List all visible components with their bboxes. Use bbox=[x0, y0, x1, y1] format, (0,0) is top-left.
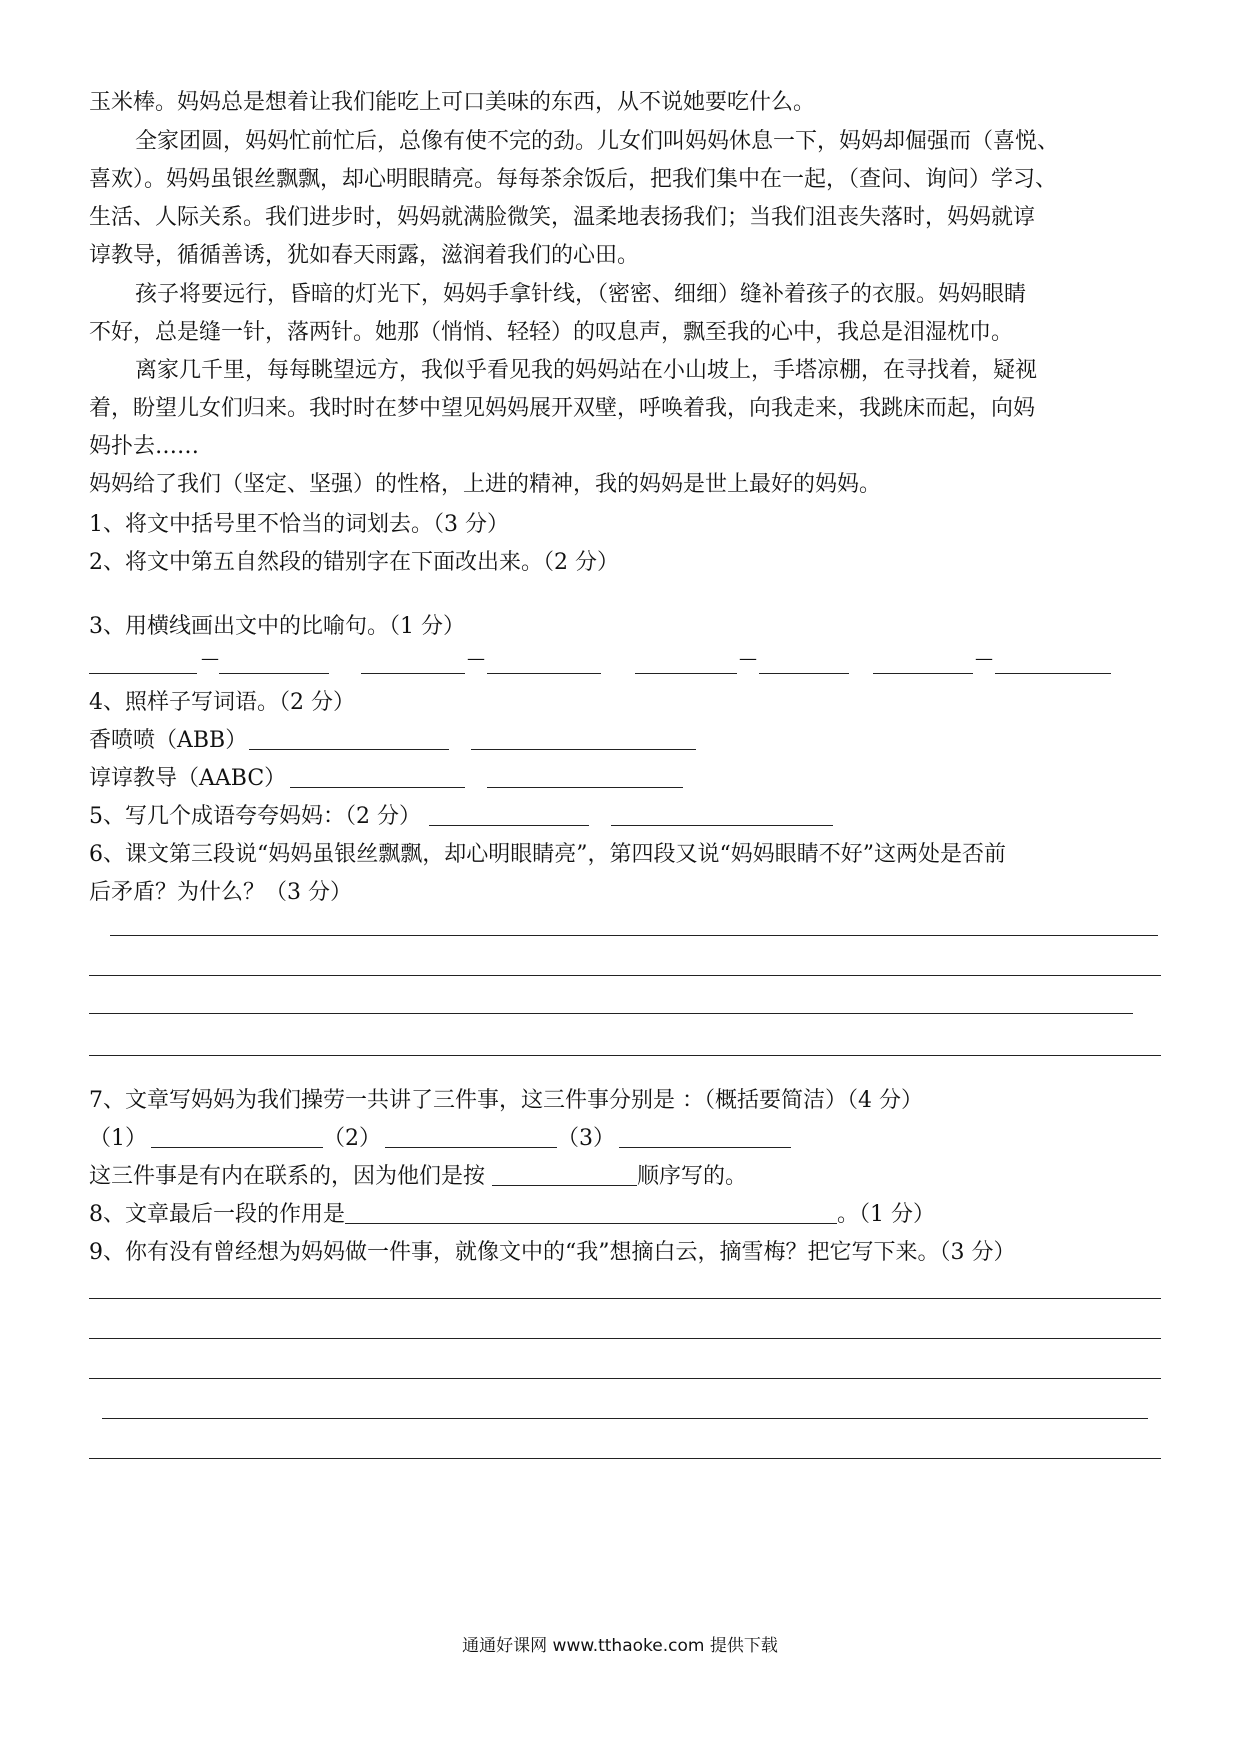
q5-answer-blank[interactable] bbox=[429, 803, 589, 826]
q9-answer-line[interactable] bbox=[89, 1458, 1161, 1459]
question-2: 2、将文中第五自然段的错别字在下面改出来。（2 分） bbox=[89, 550, 619, 575]
q2-answer-pair[interactable] bbox=[873, 650, 1133, 674]
passage-line: 不好，总是缝一针，落两针。她那（悄悄、轻轻）的叹息声，飘至我的心中，我总是泪湿枕巾。 bbox=[89, 320, 1014, 345]
q7-item-3-label: （3） bbox=[557, 1126, 615, 1151]
passage-line: 喜欢）。妈妈虽银丝飘飘，却心明眼睛亮。每每茶余饭后，把我们集中在一起，（查问、询问）学习、 bbox=[89, 167, 1058, 192]
q6-answer-line[interactable] bbox=[110, 935, 1158, 936]
passage-line: 离家几千里，每每眺望远方，我似乎看见我的妈妈站在小山坡上，手塔凉棚，在寻找着，疑视 bbox=[135, 358, 1038, 383]
passage-line: 生活、人际关系。我们进步时，妈妈就满脸微笑，温柔地表扬我们；当我们沮丧失落时，妈妈就谆 bbox=[89, 205, 1036, 230]
passage-line: 孩子将要远行，昏暗的灯光下，妈妈手拿针线，（密密、细细）缝补着孩子的衣服。妈妈眼睛 bbox=[135, 282, 1027, 307]
question-4: 4、照样子写词语。（2 分） bbox=[89, 690, 355, 715]
q4-row-abb bbox=[89, 726, 1159, 756]
dash-symbol: — bbox=[975, 648, 993, 669]
q6-answer-line[interactable] bbox=[89, 1055, 1161, 1056]
q7-order-row bbox=[89, 1162, 1159, 1192]
question-8-score: 。（1 分） bbox=[837, 1202, 935, 1227]
q7-order-blank[interactable] bbox=[492, 1163, 637, 1186]
q2-answer-pair[interactable] bbox=[89, 650, 339, 674]
q7-order-text: 这三件事是有内在联系的，因为他们是按 bbox=[89, 1164, 492, 1189]
q4-example-aabc: 谆谆教导（AABC） bbox=[89, 766, 287, 791]
q9-answer-line[interactable] bbox=[102, 1418, 1148, 1419]
q2-answer-row bbox=[89, 650, 1169, 674]
q7-items-row bbox=[89, 1124, 1159, 1154]
q9-answer-line[interactable] bbox=[89, 1338, 1161, 1339]
question-9: 9、你有没有曾经想为妈妈做一件事，就像文中的“我”想摘白云，摘雪梅？把它写下来。（3 分） bbox=[89, 1240, 1016, 1265]
q6-answer-line[interactable] bbox=[89, 1013, 1133, 1014]
question-8-row bbox=[89, 1200, 1159, 1230]
passage-line: 妈扑去…… bbox=[89, 434, 200, 459]
passage-line: 谆教导，循循善诱，犹如春天雨露，滋润着我们的心田。 bbox=[89, 243, 640, 268]
q4-row-aabc bbox=[89, 764, 1159, 794]
dash-symbol: — bbox=[201, 648, 219, 669]
question-1: 1、将文中括号里不恰当的词划去。（3 分） bbox=[89, 512, 509, 537]
dash-symbol: — bbox=[467, 648, 485, 669]
q4-answer-blank[interactable] bbox=[249, 727, 449, 750]
question-6: 6、课文第三段说“妈妈虽银丝飘飘，却心明眼睛亮”，第四段又说“妈妈眼睛不好”这两处是否前 bbox=[89, 842, 1006, 867]
q2-answer-pair[interactable] bbox=[635, 650, 855, 674]
q7-answer-blank[interactable] bbox=[385, 1125, 557, 1148]
question-5: 5、写几个成语夸夸妈妈：（2 分） bbox=[89, 804, 421, 829]
passage-line: 玉米棒。妈妈总是想着让我们能吃上可口美味的东西，从不说她要吃什么。 bbox=[89, 90, 816, 115]
page-footer: 通通好课网 www.tthaoke.com 提供下载 bbox=[462, 1636, 778, 1656]
q7-item-2-label: （2） bbox=[323, 1126, 381, 1151]
dash-symbol: — bbox=[739, 648, 757, 669]
q4-answer-blank[interactable] bbox=[487, 765, 683, 788]
question-8: 8、文章最后一段的作用是 bbox=[89, 1202, 345, 1227]
question-7: 7、文章写妈妈为我们操劳一共讲了三件事，这三件事分别是 ：（概括要简洁）（4 分） bbox=[89, 1088, 923, 1113]
q7-item-1-label: （1） bbox=[89, 1126, 147, 1151]
q4-answer-blank[interactable] bbox=[471, 727, 696, 750]
question-6: 后矛盾？为什么？（3 分） bbox=[89, 880, 352, 905]
q7-answer-blank[interactable] bbox=[151, 1125, 323, 1148]
q4-example-abb: 香喷喷（ABB） bbox=[89, 728, 248, 753]
q8-answer-blank[interactable] bbox=[345, 1201, 837, 1224]
q7-order-text: 顺序写的。 bbox=[637, 1164, 748, 1189]
q5-answer-blank[interactable] bbox=[611, 803, 833, 826]
q9-answer-line[interactable] bbox=[89, 1378, 1161, 1379]
question-5-row bbox=[89, 802, 1159, 832]
q9-answer-line[interactable] bbox=[89, 1298, 1161, 1299]
passage-line: 妈妈给了我们（坚定、坚强）的性格，上进的精神，我的妈妈是世上最好的妈妈。 bbox=[89, 472, 882, 497]
q6-answer-line[interactable] bbox=[89, 975, 1161, 976]
q7-answer-blank[interactable] bbox=[619, 1125, 791, 1148]
q2-answer-pair[interactable] bbox=[361, 650, 611, 674]
passage-line: 全家团圆，妈妈忙前忙后，总像有使不完的劲。儿女们叫妈妈休息一下，妈妈却倔强而（喜悦、 bbox=[135, 129, 1060, 154]
q4-answer-blank[interactable] bbox=[290, 765, 465, 788]
passage-line: 着，盼望儿女们归来。我时时在梦中望见妈妈展开双壁，呼唤着我，向我走来，我跳床而起，向妈 bbox=[89, 396, 1036, 421]
question-3: 3、用横线画出文中的比喻句。（1 分） bbox=[89, 614, 465, 639]
